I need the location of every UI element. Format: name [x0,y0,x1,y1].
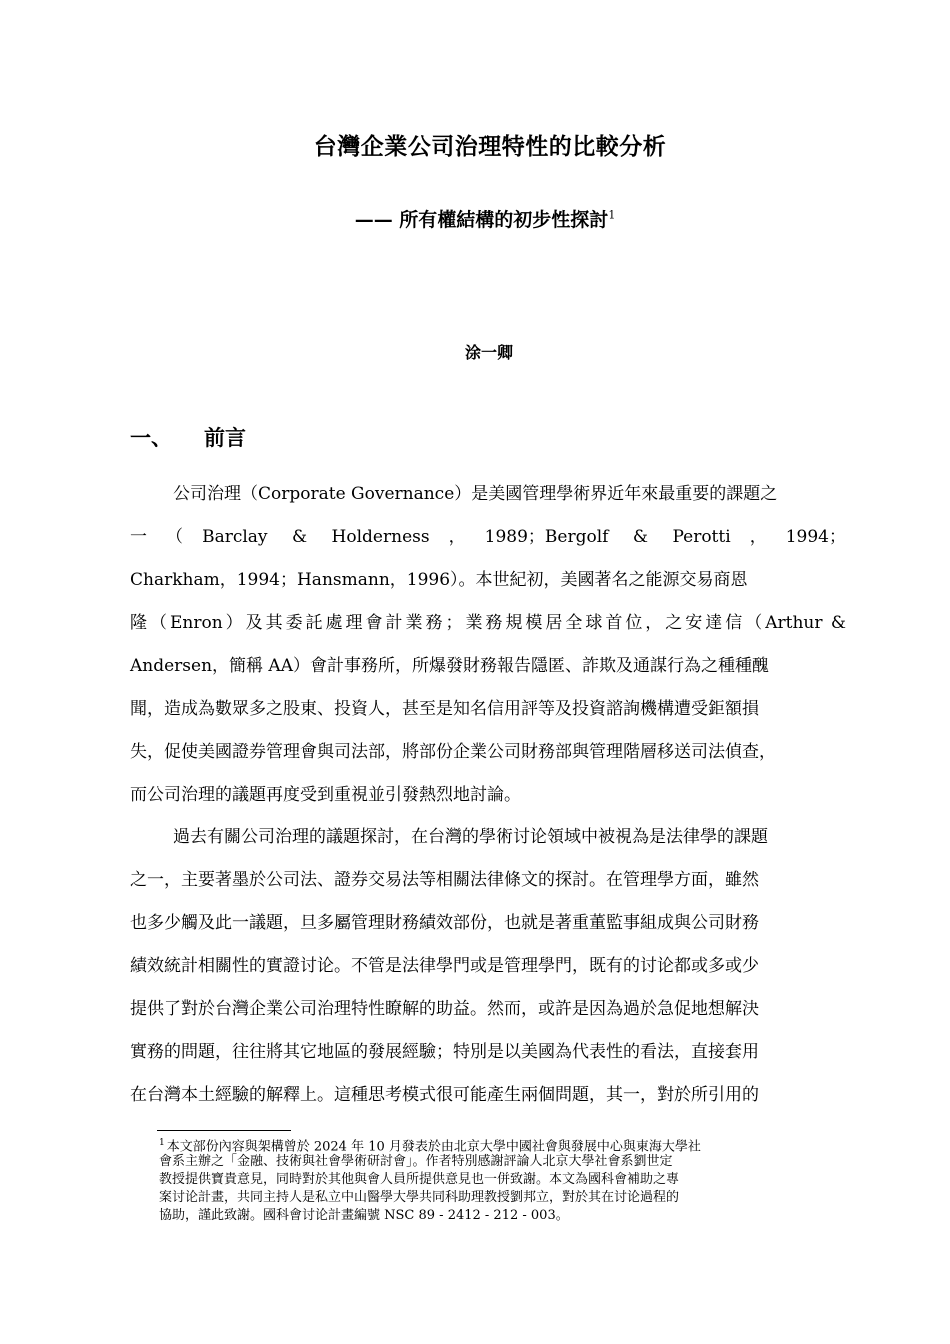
footnote-text: 本文部份內容與架構曾於 2024 年 10 月發表於由北京大學中國社會與發展中心與東海大學社 [166,1139,701,1155]
paragraph-1-line: Andersen，簡稱 AA）會計事務所，所爆發財務報告隱匿、詐欺及通謀行為之種種醜 [130,656,769,676]
paragraph-1-line: Charkham，1994；Hansmann，1996）。本世紀初，美國著名之能源交易商恩 [130,570,748,590]
paragraph-1-line: 隆（Enron）及其委託處理會計業務；業務規模居全球首位，之安達信（Arthur & [130,613,846,633]
footnote-line: 協助，謹此致謝。國科會讨论計畫編號 NSC 89 - 2412 - 212 - 003。 [159,1208,569,1223]
paragraph-2-line: 績效統計相關性的實證讨论。不管是法律學門或是管理學門，既有的讨论都或多或少 [130,956,759,976]
paragraph-2-line: 之一，主要著墨於公司法、證券交易法等相關法律條文的探討。在管理學方面，雖然 [130,870,759,890]
subtitle-text: —— 所有權結構的初步性探討 [354,209,609,231]
paragraph-1-line: 聞，造成為數眾多之股東、投資人，甚至是知名信用評等及投資諮詢機構遭受鉅額損 [130,699,759,719]
footnote-mark: 1 [159,1138,165,1148]
paragraph-1-line: 而公司治理的議題再度受到重視並引發熱烈地討論。 [130,785,521,805]
footnote-line: 案讨论計畫，共同主持人是私立中山醫學大學共同科助理教授劉邦立，對於其在讨论過程的 [159,1190,680,1205]
footnote-divider [157,1130,291,1131]
paragraph-2-line: 在台灣本土經驗的解釋上。這種思考模式很可能產生兩個問題，其一，對於所引用的 [130,1085,759,1105]
paragraph-2-line: 提供了對於台灣企業公司治理特性瞭解的助益。然而，或許是因為過於急促地想解決 [130,999,759,1019]
paragraph-1-line: 公司治理（Corporate Governance）是美國管理學術界近年來最重要的課題之 [173,484,778,504]
paper-subtitle [0,205,950,232]
paragraph-2-line: 也多少觸及此一議題，旦多屬管理財務績效部份，也就是著重董監事組成與公司財務 [130,913,759,933]
footnote-line: 會系主辦之「金融、技術與社會學術研討會」。作者特別感謝評論人北京大學社會系劉世定 [159,1154,673,1169]
footnote-line [159,1136,819,1154]
subtitle-footnote-mark[interactable]: 1 [608,208,616,222]
paragraph-2-line: 實務的問題，往往將其它地區的發展經驗；特別是以美國為代表性的看法，直接套用 [130,1042,759,1062]
paragraph-1-line: 失，促使美國證券管理會與司法部，將部份企業公司財務部與管理階層移送司法偵查， [130,742,776,762]
paper-title: 台灣企業公司治理特性的比較分析 [313,133,667,160]
section-number: 一、 [130,425,172,450]
footnote-line: 教授提供寶貴意見，同時對於其他與會人員所提供意見也一併致謝。本文為國科會補助之專 [159,1172,680,1187]
paragraph-1-line: 一（Barclay & Holderness，1989；Bergolf & Perotti，1994； [130,527,846,547]
paragraph-2-line: 過去有關公司治理的議題探討，在台灣的學術讨论領域中被視為是法律學的課題 [173,827,768,847]
section-title: 前言 [204,425,246,450]
section-heading [130,422,246,452]
author-name: 涂一卿 [464,343,513,362]
